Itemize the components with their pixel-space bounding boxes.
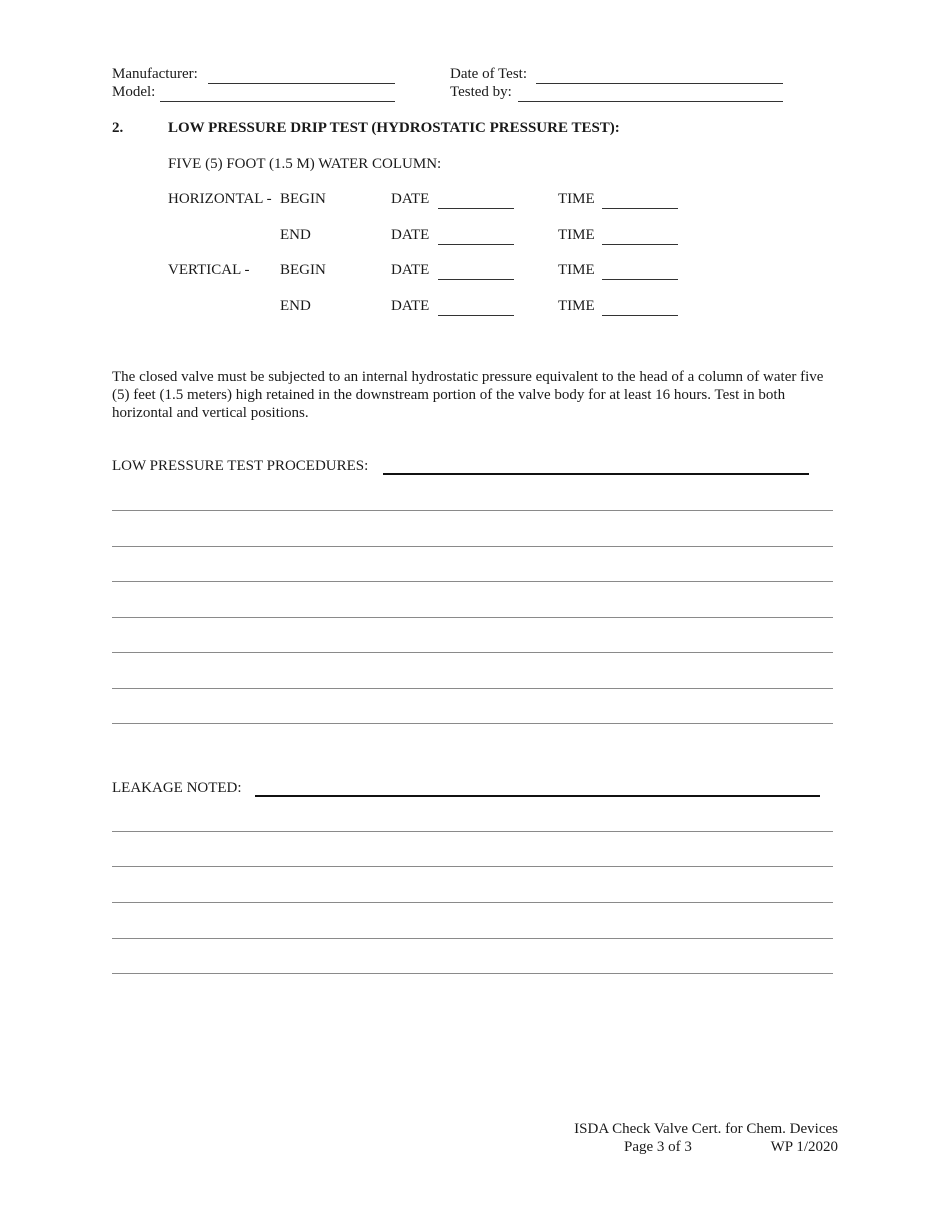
instructions-paragraph: The closed valve must be subjected to an internal hydrostatic pressure equivalent to the head of a column of water five (5) feet (1.5 meters) high retained in the downstream portion of the valve body for at least 16 hours. Test in both horizontal and vertical positions. bbox=[112, 369, 824, 421]
tested-by-label: Tested by: bbox=[450, 84, 512, 100]
footer-title: ISDA Check Valve Cert. for Chem. Devices bbox=[574, 1121, 838, 1137]
leakage-first-line[interactable] bbox=[255, 781, 820, 797]
vertical-begin-date-field[interactable] bbox=[438, 263, 514, 280]
horizontal-end-time-field[interactable] bbox=[602, 228, 678, 245]
footer-version: WP 1/2020 bbox=[770, 1139, 838, 1155]
procedures-label: LOW PRESSURE TEST PROCEDURES: bbox=[112, 458, 369, 474]
procedures-line[interactable] bbox=[112, 652, 833, 653]
procedures-line[interactable] bbox=[112, 617, 833, 618]
leakage-line[interactable] bbox=[112, 831, 833, 832]
model-field[interactable] bbox=[160, 85, 395, 102]
manufacturer-field[interactable] bbox=[208, 67, 395, 84]
vertical-label: VERTICAL - bbox=[168, 262, 250, 278]
date-label: DATE bbox=[391, 227, 430, 243]
date-label: DATE bbox=[391, 298, 430, 314]
tested-by-field[interactable] bbox=[518, 85, 783, 102]
section-subtitle: FIVE (5) FOOT (1.5 M) WATER COLUMN: bbox=[168, 156, 442, 172]
leakage-line[interactable] bbox=[112, 902, 833, 903]
section-number: 2. bbox=[112, 120, 124, 136]
vertical-begin-time-field[interactable] bbox=[602, 263, 678, 280]
date-label: DATE bbox=[391, 191, 430, 207]
time-label: TIME bbox=[558, 191, 595, 207]
vertical-end-time-field[interactable] bbox=[602, 299, 678, 316]
horizontal-end-date-field[interactable] bbox=[438, 228, 514, 245]
leakage-line[interactable] bbox=[112, 866, 833, 867]
date-of-test-field[interactable] bbox=[536, 67, 783, 84]
time-label: TIME bbox=[558, 227, 595, 243]
procedures-first-line[interactable] bbox=[383, 459, 809, 475]
date-label: DATE bbox=[391, 262, 430, 278]
horizontal-begin-date-field[interactable] bbox=[438, 192, 514, 209]
procedures-line[interactable] bbox=[112, 688, 833, 689]
procedures-line[interactable] bbox=[112, 546, 833, 547]
manufacturer-label: Manufacturer: bbox=[112, 66, 198, 82]
model-label: Model: bbox=[112, 84, 156, 100]
horizontal-end-label: END bbox=[280, 227, 311, 243]
vertical-begin-label: BEGIN bbox=[280, 262, 326, 278]
vertical-end-label: END bbox=[280, 298, 311, 314]
time-label: TIME bbox=[558, 262, 595, 278]
leakage-line[interactable] bbox=[112, 973, 833, 974]
procedures-line[interactable] bbox=[112, 510, 833, 511]
section-title: LOW PRESSURE DRIP TEST (HYDROSTATIC PRESSURE TEST): bbox=[168, 120, 620, 136]
footer-page: Page 3 of 3 bbox=[624, 1139, 692, 1155]
leakage-label: LEAKAGE NOTED: bbox=[112, 780, 242, 796]
vertical-end-date-field[interactable] bbox=[438, 299, 514, 316]
horizontal-begin-time-field[interactable] bbox=[602, 192, 678, 209]
horizontal-label: HORIZONTAL - bbox=[168, 191, 272, 207]
procedures-line[interactable] bbox=[112, 723, 833, 724]
procedures-line[interactable] bbox=[112, 581, 833, 582]
horizontal-begin-label: BEGIN bbox=[280, 191, 326, 207]
leakage-line[interactable] bbox=[112, 938, 833, 939]
time-label: TIME bbox=[558, 298, 595, 314]
date-of-test-label: Date of Test: bbox=[450, 66, 527, 82]
